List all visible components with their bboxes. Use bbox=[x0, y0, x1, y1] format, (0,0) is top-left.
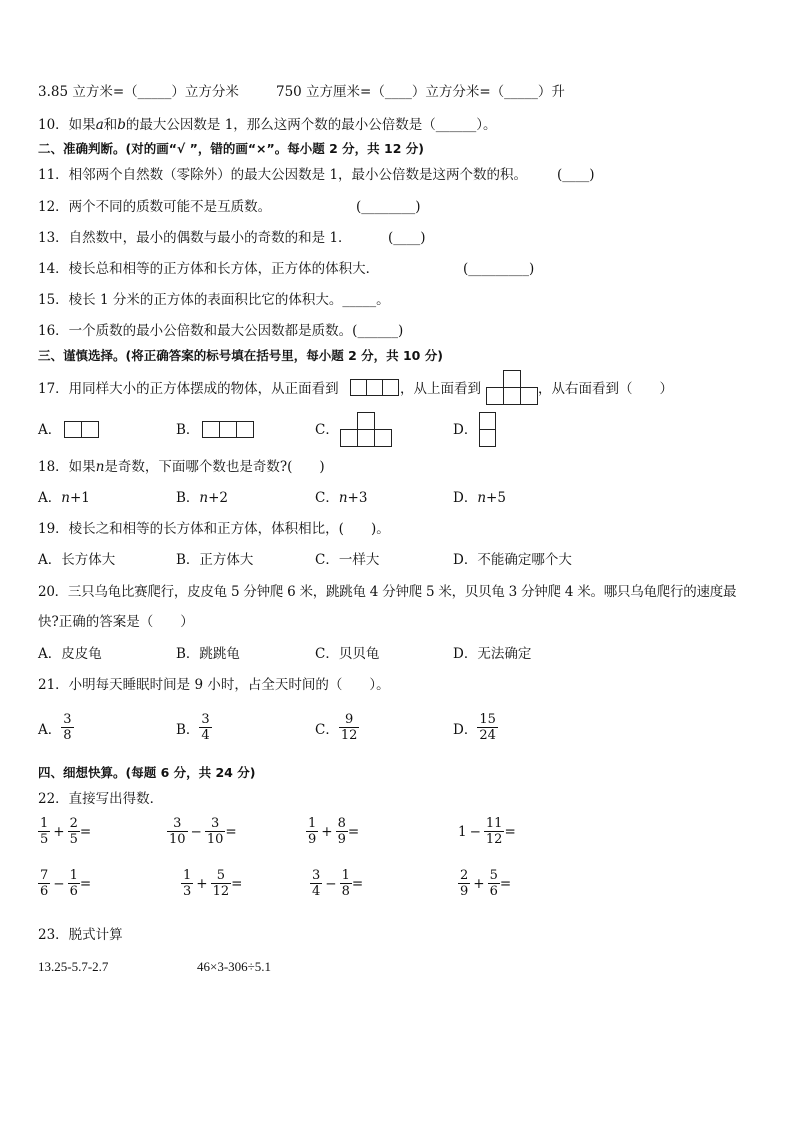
q17-part3: ，从右面看到（ ） bbox=[538, 381, 673, 397]
q19-option-c[interactable]: C．一样大 bbox=[315, 552, 380, 568]
q22-expr-1 bbox=[38, 816, 91, 847]
q22-expr-6 bbox=[181, 868, 242, 899]
section4-title: 四、细想快算。(每题 6 分，共 24 分) bbox=[38, 765, 256, 780]
q23-item-2: 46×3-306÷5.1 bbox=[197, 959, 272, 974]
equals-sign: = bbox=[79, 823, 92, 840]
q14-blank: (_________) bbox=[463, 261, 535, 277]
q10-mid: 和 bbox=[103, 117, 118, 133]
q10 bbox=[38, 116, 497, 134]
q11-blank: (____) bbox=[557, 167, 595, 183]
operator: + bbox=[473, 875, 485, 892]
q18-option-a-var: n bbox=[61, 490, 70, 506]
q21-option-c-fraction bbox=[339, 712, 360, 743]
q18-option-d-var: n bbox=[477, 490, 487, 506]
q21-option-a-label: A． bbox=[38, 721, 62, 738]
q21-option-c-label: C． bbox=[315, 721, 339, 738]
q20-option-c[interactable]: C．贝贝龟 bbox=[315, 646, 380, 662]
numerator: 5 bbox=[216, 868, 225, 883]
q22-expr-8 bbox=[458, 868, 511, 899]
q18-option-b-var: n bbox=[199, 490, 209, 506]
q21-option-b-fraction bbox=[199, 712, 211, 743]
operator: − bbox=[469, 823, 481, 840]
denominator: 9 bbox=[308, 832, 317, 847]
q20-line2: 快?正确的答案是（ ） bbox=[38, 614, 194, 630]
numerator: 7 bbox=[40, 868, 49, 883]
denominator: 5 bbox=[69, 832, 78, 847]
q10-var-b: b bbox=[117, 117, 126, 133]
equals-sign: = bbox=[231, 875, 243, 892]
denominator: 12 bbox=[485, 832, 503, 847]
denominator: 8 bbox=[63, 728, 72, 743]
q13-text: 13．自然数中，最小的偶数与最小的奇数的和是 1． bbox=[38, 230, 352, 246]
operator: − bbox=[190, 823, 202, 840]
q19-option-d[interactable]: D．不能确定哪个大 bbox=[453, 552, 572, 568]
q23-item-1: 13.25-5.7-2.7 bbox=[38, 959, 109, 974]
q21-option-d[interactable] bbox=[453, 712, 498, 743]
q22-expr-5 bbox=[38, 868, 91, 899]
q18-option-b-rest: +2 bbox=[208, 490, 229, 506]
q9-part2: 750 立方厘米=（____）立方分米=（_____）升 bbox=[276, 84, 565, 100]
q17-part1: 17．用同样大小的正方体摆成的物体，从正面看到 bbox=[38, 381, 339, 397]
q21-option-a-fraction bbox=[61, 712, 73, 743]
equals-sign: = bbox=[499, 875, 512, 892]
denominator: 5 bbox=[40, 832, 49, 847]
q18-var: n bbox=[95, 459, 105, 475]
q21-text: 21．小明每天睡眠时间是 9 小时，占全天时间的（ ）。 bbox=[38, 677, 390, 693]
q21-option-c[interactable] bbox=[315, 712, 359, 743]
q9-part1: 3.85 立方米=（_____）立方分米 bbox=[38, 84, 239, 100]
section2-title: 二、准确判断。(对的画“√ ”，错的画“×”。每小题 2 分，共 12 分) bbox=[38, 141, 424, 156]
numerator: 2 bbox=[69, 816, 78, 831]
q17-option-b[interactable] bbox=[176, 421, 199, 439]
denominator: 4 bbox=[201, 728, 210, 743]
q19-text: 19．棱长之和相等的长方体和正方体，体积相比，( )。 bbox=[38, 521, 390, 537]
numerator: 5 bbox=[489, 868, 498, 883]
q18-option-b-label: B． bbox=[176, 490, 200, 506]
q17-part2: ，从上面看到 bbox=[400, 381, 481, 397]
q12-blank: (________) bbox=[356, 199, 421, 215]
numerator: 3 bbox=[312, 868, 321, 883]
q21-option-b[interactable] bbox=[176, 712, 212, 743]
numerator: 3 bbox=[63, 712, 72, 727]
denominator: 12 bbox=[212, 884, 230, 899]
numerator: 1 bbox=[69, 868, 78, 883]
q15-text: 15．棱长 1 分米的正方体的表面积比它的体积大。_____。 bbox=[38, 292, 390, 308]
denominator: 8 bbox=[341, 884, 350, 899]
denominator: 4 bbox=[312, 884, 321, 899]
q12-text: 12．两个不同的质数可能不是互质数。 bbox=[38, 199, 272, 215]
q18-option-c-label: C． bbox=[315, 490, 339, 506]
q17-option-a-label: A． bbox=[38, 422, 62, 438]
q18-option-c[interactable] bbox=[315, 489, 367, 507]
numerator: 1 bbox=[341, 868, 350, 883]
q17-option-b-label: B． bbox=[176, 422, 200, 438]
q17-option-c[interactable] bbox=[315, 421, 339, 439]
denominator: 9 bbox=[460, 884, 469, 899]
numerator: 9 bbox=[344, 712, 354, 727]
q18-option-c-var: n bbox=[338, 490, 348, 506]
q18-pre: 18．如果 bbox=[38, 459, 96, 475]
q18-option-c-rest: +3 bbox=[347, 490, 368, 506]
denominator: 12 bbox=[340, 728, 358, 743]
q18-option-d[interactable] bbox=[453, 489, 506, 507]
q20-line1: 20．三只乌龟比赛爬行，皮皮龟 5 分钟爬 6 米，跳跳龟 4 分钟爬 5 米，贝贝龟 3 分钟爬 4 米。哪只乌龟爬行的速度最 bbox=[38, 584, 737, 600]
operator: − bbox=[325, 875, 337, 892]
equals-sign: = bbox=[225, 823, 237, 840]
q18-post: 是奇数，下面哪个数也是奇数?( ) bbox=[104, 459, 325, 475]
q19-option-b[interactable]: B．正方体大 bbox=[176, 552, 254, 568]
operator: + bbox=[53, 823, 65, 840]
q18-text bbox=[38, 458, 325, 476]
q20-option-d[interactable]: D．无法确定 bbox=[453, 646, 532, 662]
denominator: 6 bbox=[489, 884, 498, 899]
numerator: 1 bbox=[183, 868, 192, 883]
q10-var-a: a bbox=[95, 117, 104, 133]
denominator: 6 bbox=[69, 884, 78, 899]
q18-option-a-rest: +1 bbox=[69, 490, 90, 506]
numerator: 1 bbox=[308, 816, 317, 831]
q21-option-a[interactable] bbox=[38, 712, 74, 743]
q14-text: 14．棱长总和相等的正方体和长方体，正方体的体积大． bbox=[38, 261, 380, 277]
q9-line bbox=[38, 83, 239, 101]
q10-post: 的最大公因数是 1，那么这两个数的最小公倍数是（______）。 bbox=[125, 117, 497, 133]
q16-text: 16．一个质数的最小公倍数和最大公因数都是质数。(______) bbox=[38, 323, 404, 339]
equals-sign: = bbox=[347, 823, 360, 840]
q19-option-a[interactable]: A．长方体大 bbox=[38, 552, 116, 568]
q22-expr-4 bbox=[458, 816, 516, 847]
equals-sign: = bbox=[79, 875, 92, 892]
denominator: 3 bbox=[183, 884, 192, 899]
numerator: 11 bbox=[485, 816, 503, 831]
q18-option-d-rest: +5 bbox=[486, 490, 506, 506]
equals-sign: = bbox=[504, 823, 516, 840]
operator: + bbox=[196, 875, 208, 892]
denominator: 6 bbox=[40, 884, 49, 899]
q21-option-b-label: B． bbox=[176, 721, 200, 738]
q18-option-b[interactable] bbox=[176, 489, 228, 507]
operator: − bbox=[53, 875, 65, 892]
denominator: 9 bbox=[337, 832, 346, 847]
q13-blank: (____) bbox=[388, 230, 426, 246]
q17-option-a[interactable] bbox=[38, 421, 61, 439]
q23-text: 23．脱式计算 bbox=[38, 927, 123, 943]
numerator: 15 bbox=[479, 712, 496, 727]
section3-title: 三、谨慎选择。(将正确答案的标号填在括号里，每小题 2 分，共 10 分) bbox=[38, 348, 443, 363]
operator: + bbox=[321, 823, 333, 840]
denominator: 24 bbox=[479, 728, 496, 743]
q22-expr-7 bbox=[310, 868, 363, 899]
denominator: 10 bbox=[206, 832, 224, 847]
numerator: 3 bbox=[210, 816, 220, 831]
numerator: 8 bbox=[337, 816, 346, 831]
q17-option-d-label: D． bbox=[453, 422, 478, 438]
q21-option-d-label: D． bbox=[453, 721, 478, 738]
q20-option-b[interactable]: B．跳跳龟 bbox=[176, 646, 240, 662]
q18-option-a-label: A． bbox=[38, 490, 62, 506]
q22-expr-3 bbox=[306, 816, 359, 847]
numerator: 2 bbox=[460, 868, 469, 883]
equals-sign: = bbox=[351, 875, 364, 892]
q18-option-a[interactable] bbox=[38, 489, 90, 507]
q17-option-c-label: C． bbox=[315, 422, 339, 438]
q11-text: 11．相邻两个自然数（零除外）的最大公因数是 1，最小公倍数是这两个数的积。 bbox=[38, 167, 528, 183]
q22-text: 22．直接写出得数． bbox=[38, 791, 164, 807]
whole-number: 1 bbox=[458, 823, 467, 840]
numerator: 3 bbox=[201, 712, 210, 727]
numerator: 3 bbox=[173, 816, 182, 831]
q18-option-d-label: D． bbox=[453, 490, 478, 506]
q21-option-d-fraction bbox=[477, 712, 498, 743]
numerator: 1 bbox=[40, 816, 49, 831]
q10-pre: 10．如果 bbox=[38, 117, 96, 133]
q17-option-d[interactable] bbox=[453, 421, 477, 439]
q22-expr-2 bbox=[167, 816, 237, 847]
q20-option-a[interactable]: A．皮皮龟 bbox=[38, 646, 102, 662]
denominator: 10 bbox=[169, 832, 186, 847]
